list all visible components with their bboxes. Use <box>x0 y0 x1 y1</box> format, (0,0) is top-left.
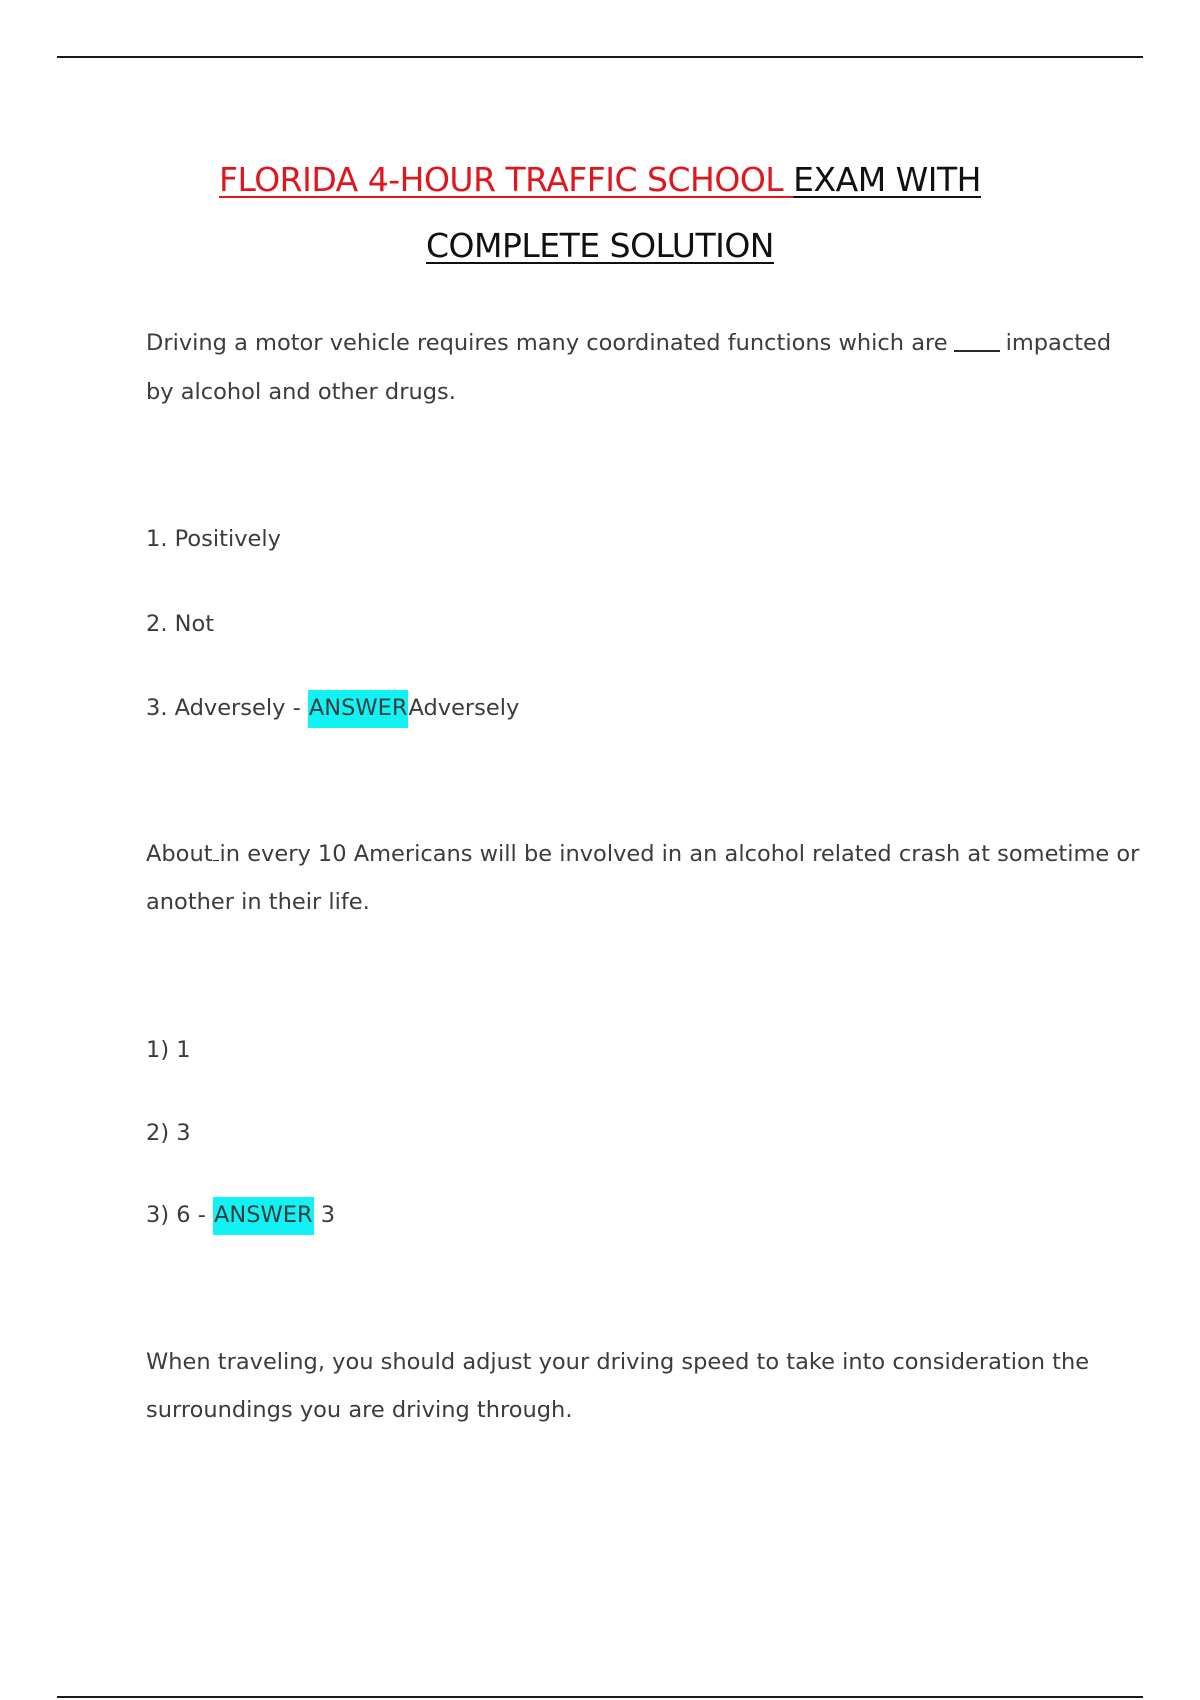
title-black-text: EXAM WITH <box>793 160 981 199</box>
fill-in-blank <box>213 842 219 861</box>
title-black-text-2: COMPLETE SOLUTION <box>426 226 774 265</box>
question-1-option-3-label: 3. Adversely - <box>146 695 308 721</box>
answer-highlight: ANSWER <box>213 1197 314 1235</box>
question-1-prompt-line-1 <box>146 328 1111 358</box>
question-2-option-3-label: 3) 6 - <box>146 1202 213 1228</box>
question-2-prompt-part-2: in every 10 Americans will be involved in an alcohol related crash at sometime or <box>219 841 1140 867</box>
question-1-prompt-part-2: impacted <box>1005 330 1112 356</box>
question-1-answer-value: Adversely <box>408 695 520 721</box>
question-2-answer-value: 3 <box>313 1202 336 1228</box>
question-1-option-1: 1. Positively <box>146 526 281 552</box>
question-3-prompt-line-1: When traveling, you should adjust your driving speed to take into consideration the <box>146 1349 1090 1375</box>
question-1-option-3 <box>146 693 519 723</box>
document-title-line-2 <box>0 224 1200 268</box>
bottom-rule <box>57 1696 1143 1698</box>
question-2-option-2: 2) 3 <box>146 1120 191 1146</box>
question-1-option-2: 2. Not <box>146 611 215 637</box>
question-3-prompt-line-2: surroundings you are driving through. <box>146 1397 573 1423</box>
question-2-option-1: 1) 1 <box>146 1037 191 1063</box>
answer-highlight: ANSWER <box>308 690 409 728</box>
question-2-prompt-part-1: About <box>146 841 213 867</box>
question-2-prompt-line-2: another in their life. <box>146 889 370 915</box>
fill-in-blank <box>954 332 1000 352</box>
question-1-prompt-part-1: Driving a motor vehicle requires many coordinated functions which are <box>146 330 948 356</box>
top-rule <box>57 56 1143 58</box>
question-1-prompt-line-2: by alcohol and other drugs. <box>146 379 456 405</box>
question-2-prompt-line-1 <box>146 839 1139 869</box>
question-2-option-3 <box>146 1200 335 1230</box>
document-title-line-1 <box>0 158 1200 202</box>
title-red-text: FLORIDA 4-HOUR TRAFFIC SCHOOL <box>219 160 794 199</box>
